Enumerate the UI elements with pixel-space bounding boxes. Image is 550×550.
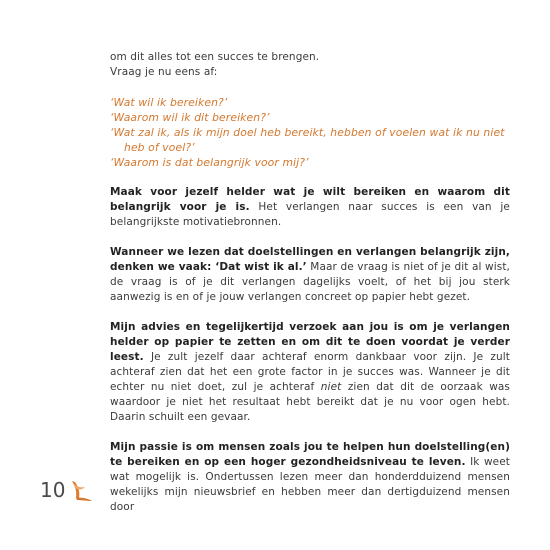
paragraph-3-text-b: zien dat dit de oorzaak was waardoor je niet het resultaat hebt bereikt dat je nu voor ogen hebt. Daarin schuilt een gevaar.: [110, 381, 511, 423]
paragraph-2-bold: Wanneer we lezen dat doelstellingen en verlangen belangrijk zijn, denken we vaak: ‘Dat wist ik al.’: [110, 246, 510, 273]
question-3: ‘Wat zal ik, als ik mijn doel heb bereikt, hebben of voelen wat ik nu niet heb of voel?’: [110, 126, 505, 154]
paragraph-3-bold: Mijn advies en tegelijkertijd verzoek aan jou is om je verlangen helder op papier te zetten en om dit te doen voordat je verder leest.: [110, 321, 510, 363]
paragraph-1: [110, 185, 510, 230]
paragraph-4: [110, 440, 510, 515]
paragraph-2-text: Maar de vraag is niet of je dit al wist, de vraag is of je dit verlangen dagelijks voelt, of het bij jou sterk aanwezig is en of je jouw verlangen concreet op papier hebt gezet.: [110, 261, 510, 303]
intro: [110, 50, 510, 80]
page-number: 10: [40, 478, 66, 502]
page-body: [110, 50, 510, 515]
paragraph-3: [110, 320, 510, 425]
paragraph-4-bold: Mijn passie is om mensen zoals jou te helpen hun doelstelling(en) te bereiken en op een hoger gezondheidsniveau te leven.: [110, 441, 510, 468]
intro-line-1: om dit alles tot een succes te brengen.: [110, 51, 320, 63]
paragraph-3-text-a: Je zult jezelf daar achteraf enorm dankbaar voor zijn. Je zult achteraf zien dat het een grote factor in je succes was. Wanneer je dit echter nu niet doet, zul je achteraf: [110, 351, 510, 393]
paragraph-1-bold: Maak voor jezelf helder wat je wilt bereiken en waarom dit belangrijk voor je is.: [110, 186, 510, 213]
question-list: [110, 95, 510, 170]
paragraph-4-text: Ik weet wat mogelijk is. Ondertussen lezen meer dan honderdduizend mensen wekelijks mijn nieuwsbrief en hebben meer dan dertigduizend mensen door: [110, 456, 510, 513]
orange-figure-logo-icon: [66, 478, 94, 504]
paragraph-1-text: Het verlangen naar succes is een van je belangrijkste motivatiebronnen.: [110, 201, 510, 228]
paragraph-3-italic: niet: [320, 381, 342, 393]
question-4: ‘Waarom is dat belangrijk voor mij?’: [110, 156, 309, 169]
question-2: ‘Waarom wil ik dit bereiken?’: [110, 111, 270, 124]
question-1: ‘Wat wil ik bereiken?’: [110, 96, 228, 109]
intro-line-2: Vraag je nu eens af:: [110, 66, 218, 78]
paragraph-2: [110, 245, 510, 305]
